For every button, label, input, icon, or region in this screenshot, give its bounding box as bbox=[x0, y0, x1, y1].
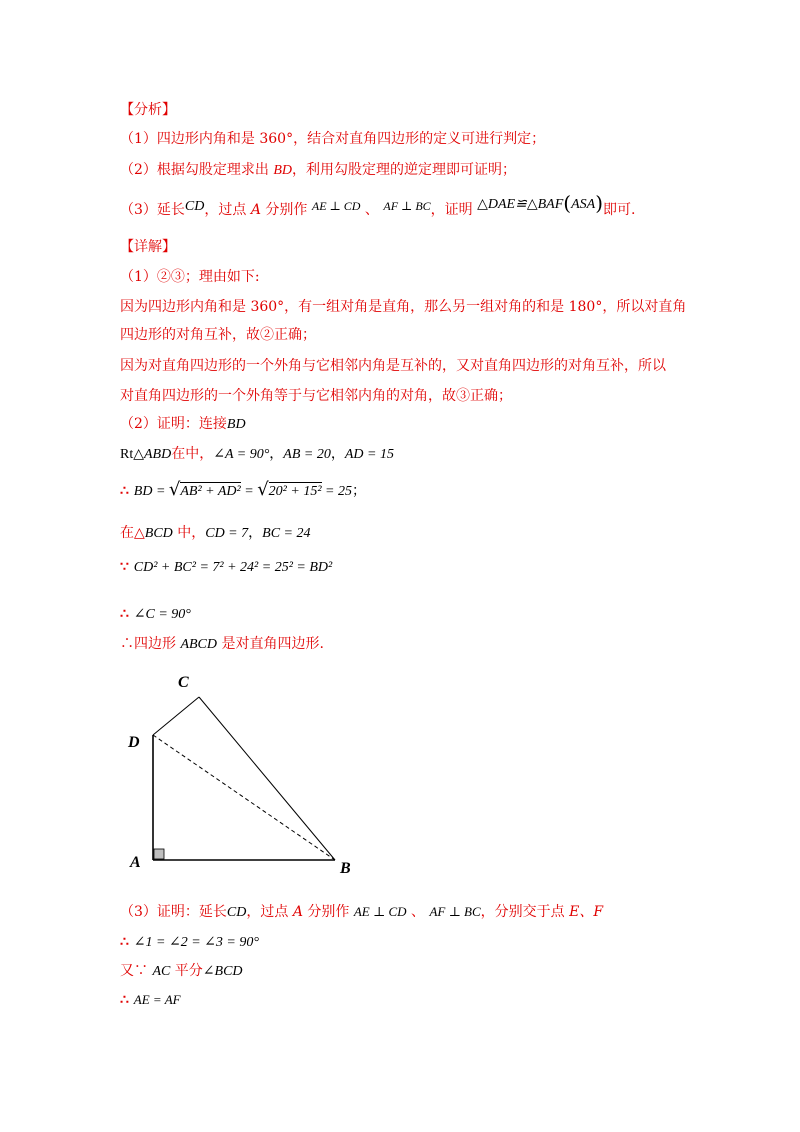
analysis-line-3: （3）延长CD，过点 A 分别作 AE ⊥ CD 、 AF ⊥ BC，证明 △DAE≌△BAF(ASA)即可. bbox=[120, 191, 636, 218]
detail-p5: 对直角四边形的一个外角等于与它相邻内角的对角，故③正确； bbox=[120, 388, 512, 404]
detail-p8: ∴ BD = √AB² + AD² = √20² + 15² = 25； bbox=[120, 479, 366, 500]
detail-p9: 在△BCD 中，CD = 7，BC = 24 bbox=[120, 525, 311, 541]
detail-p3: 四边形的对角互补，故②正确； bbox=[120, 327, 316, 343]
detail-p16: ∴ AE = AF bbox=[120, 992, 181, 1008]
label-b: B bbox=[340, 860, 351, 877]
side-dc bbox=[153, 697, 199, 735]
quadrilateral-figure bbox=[110, 665, 370, 880]
label-a: A bbox=[130, 854, 141, 871]
analysis-line-1: （1）四边形内角和是 360°，结合对直角四边形的定义可进行判定； bbox=[120, 131, 546, 147]
label-c: C bbox=[178, 674, 189, 691]
detail-p4: 因为对直角四边形的一个外角与它相邻内角是互补的，又对直角四边形的对角互补，所以 bbox=[120, 358, 666, 374]
detail-p2: 因为四边形内角和是 360°，有一组对角是直角，那么另一组对角的和是 180°，所以对直角 bbox=[120, 299, 687, 315]
detail-p15: 又∵ AC 平分∠BCD bbox=[120, 963, 243, 979]
analysis-line-2: （2）根据勾股定理求出 BD，利用勾股定理的逆定理即可证明； bbox=[120, 162, 517, 178]
detail-p6: （2）证明：连接BD bbox=[120, 416, 246, 432]
diagonal-bd bbox=[153, 735, 335, 860]
detail-p1: （1）②③；理由如下: bbox=[120, 269, 260, 285]
detail-p13: （3）证明：延长CD，过点 A 分别作 AE ⊥ CD 、 AF ⊥ BC，分别交于点 E、F bbox=[120, 904, 604, 920]
detail-p14: ∴ ∠1 = ∠2 = ∠3 = 90° bbox=[120, 934, 259, 950]
detail-heading: 【详解】 bbox=[120, 239, 176, 255]
side-cb bbox=[199, 697, 335, 860]
analysis-heading: 【分析】 bbox=[120, 102, 176, 118]
detail-p11: ∴ ∠C = 90° bbox=[120, 606, 191, 622]
detail-p12: ∴四边形 ABCD 是对直角四边形. bbox=[120, 636, 324, 652]
label-d: D bbox=[128, 734, 140, 751]
detail-p7: Rt△ABD在中，∠A = 90°，AB = 20，AD = 15 bbox=[120, 446, 394, 462]
right-angle-mark bbox=[154, 849, 164, 859]
detail-p10: ∵ CD² + BC² = 7² + 24² = 25² = BD² bbox=[120, 559, 333, 575]
